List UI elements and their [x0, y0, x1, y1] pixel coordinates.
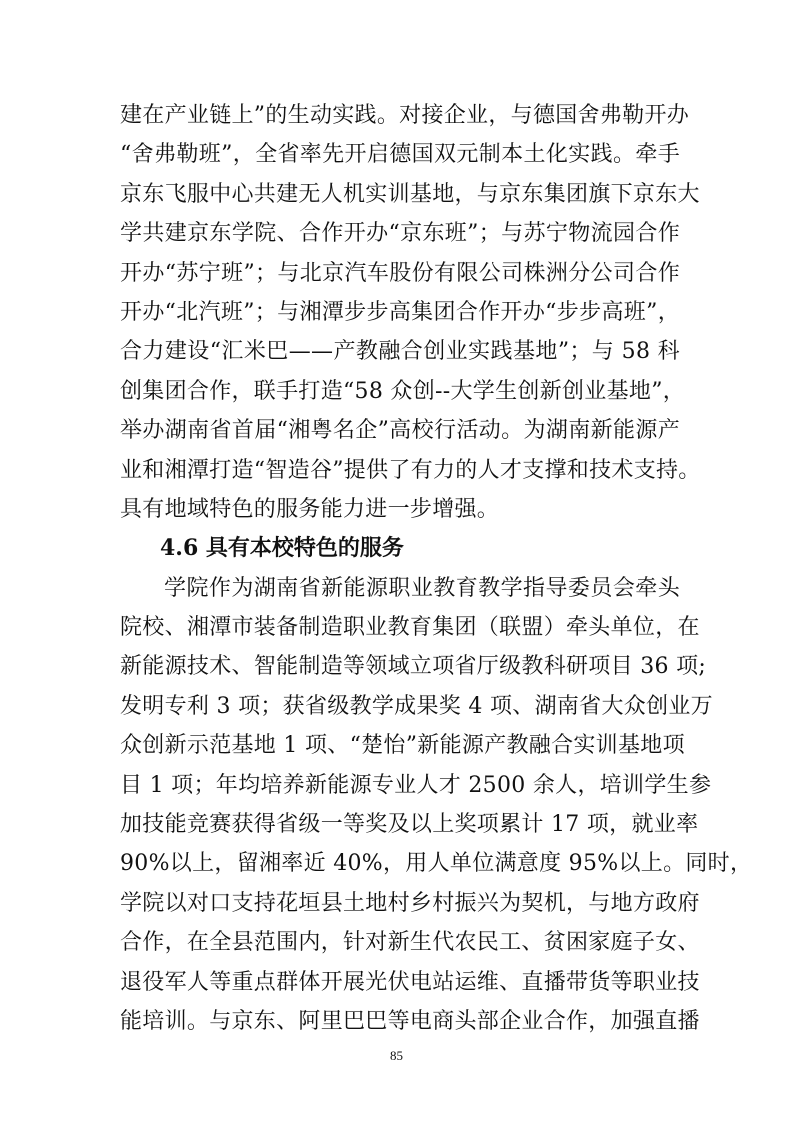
- page-number: 85: [390, 1048, 403, 1063]
- text-line: 学共建京东学院、合作开办“京东班”；与苏宁物流园合作: [120, 221, 680, 247]
- text-line: 院校、湘潭市装备制造职业教育集团（联盟）牵头单位，在: [120, 615, 700, 641]
- text-line: “舍弗勒班”，全省率先开启德国双元制本土化实践。牵手: [120, 142, 680, 168]
- body-text: [120, 96, 753, 1041]
- text-line: 创集团合作，联手打造“58 众创--大学生创新创业基地”，: [120, 378, 686, 404]
- section-heading: 4.6 具有本校特色的服务: [160, 535, 404, 562]
- text-line: 目 1 项；年均培养新能源专业人才 2500 余人，培训学生参: [120, 772, 712, 798]
- text-line: 新能源技术、智能制造等领域立项省厅级教科研项目 36 项;: [120, 654, 707, 680]
- text-line: 举办湖南省首届“湘粤名企”高校行活动。为湖南新能源产: [120, 418, 680, 444]
- text-line: 合作，在全县范围内，针对新生代农民工、贫困家庭子女、: [120, 930, 700, 956]
- text-line: 业和湘潭打造“智造谷”提供了有力的人才支撑和技术支持。: [120, 457, 701, 483]
- text-line: 众创新示范基地 1 项、“楚怡”新能源产教融合实训基地项: [120, 733, 685, 759]
- text-line: 京东飞服中心共建无人机实训基地，与京东集团旗下京东大: [120, 181, 700, 207]
- text-line: 建在产业链上”的生动实践。对接企业，与德国舍弗勒开办: [120, 103, 690, 128]
- text-line: 学院作为湖南省新能源职业教育教学指导委员会牵头: [164, 575, 680, 601]
- paragraph-continuation: [120, 96, 701, 529]
- text-line: 合力建设“汇米巴——产教融合创业实践基地”；与 58 科: [120, 339, 680, 365]
- paragraph-school-services: [120, 569, 753, 1042]
- text-line: 能培训。与京东、阿里巴巴等电商头部企业合作，加强直播: [120, 1008, 700, 1034]
- text-line: 学院以对口支持花垣县土地村乡村振兴为契机，与地方政府: [120, 890, 700, 916]
- text-line: 加技能竞赛获得省级一等奖及以上奖项累计 17 项，就业率: [120, 812, 699, 838]
- text-line: 退役军人等重点群体开展光伏电站运维、直播带货等职业技: [120, 969, 700, 995]
- text-line: 开办“北汽班”；与湘潭步步高集团合作开办“步步高班”，: [120, 299, 680, 325]
- text-line: 90%以上，留湘率近 40%，用人单位满意度 95%以上。同时，: [120, 851, 753, 877]
- text-line: 开办“苏宁班”；与北京汽车股份有限公司株洲分公司合作: [120, 260, 680, 286]
- text-line: 具有地域特色的服务能力进一步增强。: [120, 496, 500, 522]
- text-line: 发明专利 3 项；获省级教学成果奖 4 项、湖南省大众创业万: [120, 693, 713, 719]
